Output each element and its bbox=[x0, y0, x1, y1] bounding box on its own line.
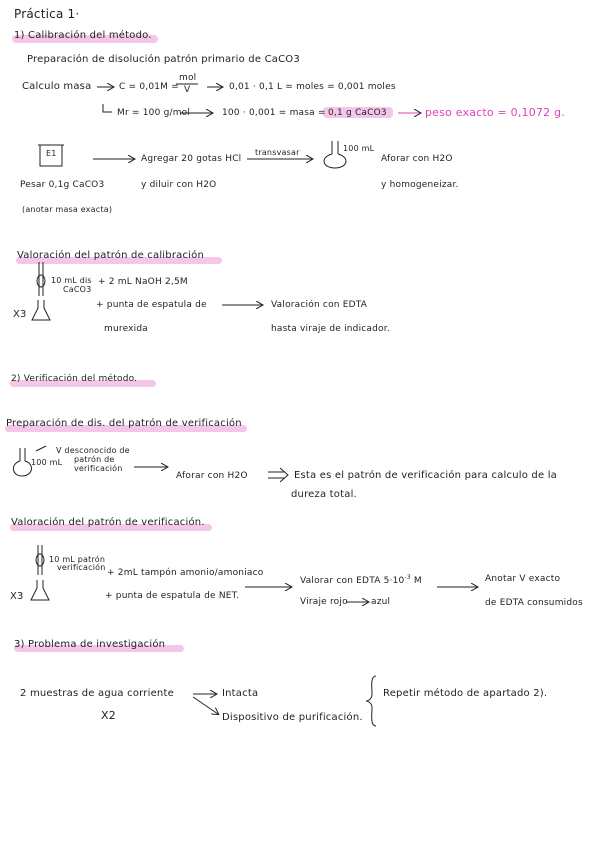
option-purifier: Dispositivo de purificación. bbox=[222, 712, 363, 723]
calc-frac-num: mol bbox=[179, 73, 197, 83]
heading-titr-ver: Valoración del patrón de verificación. bbox=[11, 517, 205, 528]
pipette-volume: 10 mL dis bbox=[51, 276, 92, 285]
ver-color-change: Viraje rojo bbox=[300, 597, 348, 607]
arrow-calc-hook bbox=[103, 104, 112, 112]
ver-color-end: azul bbox=[371, 597, 391, 607]
step-dilute: y diluir con H2O bbox=[141, 180, 217, 190]
reagent-murexide-2: murexida bbox=[104, 324, 149, 334]
reagent-murexide: + punta de espatula de bbox=[96, 300, 207, 310]
step-add-hcl: Agregar 20 gotas HCl bbox=[141, 154, 242, 164]
ver-reagent-buffer: + 2mL tampón amonio/amoniaco bbox=[107, 568, 264, 578]
pipette-icon bbox=[37, 262, 45, 296]
flask-icon-2 bbox=[13, 448, 31, 476]
step-weigh-note: (anotar masa exacta) bbox=[22, 205, 113, 214]
calc-mass-value: 0,1 g CaCO3 bbox=[328, 108, 387, 118]
heading-titr-cal: Valoración del patrón de calibración bbox=[17, 250, 204, 261]
ver-pipette-1: 10 mL patrón bbox=[49, 555, 106, 564]
step-weigh: Pesar 0,1g CaCO3 bbox=[20, 180, 105, 190]
step-make-up: Aforar con H2O bbox=[381, 154, 453, 164]
erlenmeyer-icon-2 bbox=[31, 580, 49, 600]
calc-label: Calculo masa bbox=[22, 81, 92, 92]
titration-endpoint: hasta viraje de indicador. bbox=[271, 324, 390, 334]
titration-edta: Valoración con EDTA bbox=[271, 300, 368, 310]
heading-prep-ver: Preparación de dis. del patrón de verificación bbox=[6, 418, 242, 429]
ver-note-2: dureza total. bbox=[291, 489, 357, 500]
subheading-prep-cal: Preparación de disolución patrón primario de CaCO3 bbox=[27, 54, 300, 65]
ver-record-2: de EDTA consumidos bbox=[485, 598, 583, 608]
ver-make-up: Aforar con H2O bbox=[176, 471, 248, 481]
step-homogenize: y homogeneizar. bbox=[381, 180, 459, 190]
ver-flask-volume: 100 mL bbox=[31, 458, 63, 467]
heading-section-2: 2) Verificación del método. bbox=[11, 374, 138, 384]
samples-count: X2 bbox=[101, 709, 116, 722]
samples: 2 muestras de agua corriente bbox=[20, 688, 174, 699]
pipette-sample: CaCO3 bbox=[63, 285, 92, 294]
calc-frac-den: V bbox=[184, 85, 191, 95]
bracket bbox=[366, 676, 376, 726]
implies-arrow bbox=[268, 468, 288, 482]
step-transfer: transvasar bbox=[255, 148, 300, 157]
repeat-method: Repetir método de apartado 2). bbox=[383, 688, 548, 699]
page-title: Práctica 1· bbox=[14, 7, 80, 21]
ver-replicate-count: X3 bbox=[10, 591, 24, 602]
replicate-count: X3 bbox=[13, 309, 27, 320]
arrow-purif bbox=[193, 697, 218, 714]
flask-volume: 100 mL bbox=[343, 144, 375, 153]
pipette-icon-2 bbox=[36, 545, 44, 575]
calc-mass-eq: 100 · 0,001 = masa = bbox=[222, 108, 326, 118]
ver-titrate: Valorar con EDTA $5\cdot 10^{-3}$ M bbox=[300, 574, 422, 586]
option-intact: Intacta bbox=[222, 688, 259, 699]
ver-pipette-2: verificación bbox=[57, 563, 106, 572]
ver-volume-3: verificación bbox=[74, 464, 123, 473]
ver-volume-1: V desconocido de bbox=[56, 446, 130, 455]
calc-moles: 0,01 · 0,1 L = moles = 0,001 moles bbox=[229, 82, 396, 92]
calc-molar-mass: Mr = 100 g/mol bbox=[117, 108, 191, 118]
erlenmeyer-icon bbox=[32, 300, 50, 320]
heading-section-3: 3) Problema de investigación bbox=[14, 639, 166, 650]
heading-section-1: 1) Calibración del método. bbox=[14, 30, 152, 41]
ver-volume-2: patrón de bbox=[74, 455, 115, 464]
reagent-naoh: + 2 mL NaOH 2,5M bbox=[98, 277, 188, 287]
beaker-label: E1 bbox=[46, 149, 57, 158]
ver-reagent-net: + punta de espatula de NET. bbox=[105, 591, 240, 601]
ver-record-1: Anotar V exacto bbox=[485, 574, 561, 584]
ver-note-1: Esta es el patrón de verificación para calculo de la bbox=[294, 470, 557, 481]
calc-concentration: C = 0,01M = bbox=[119, 82, 179, 92]
calc-exact-mass: peso exacto = 0,1072 g. bbox=[425, 106, 565, 119]
